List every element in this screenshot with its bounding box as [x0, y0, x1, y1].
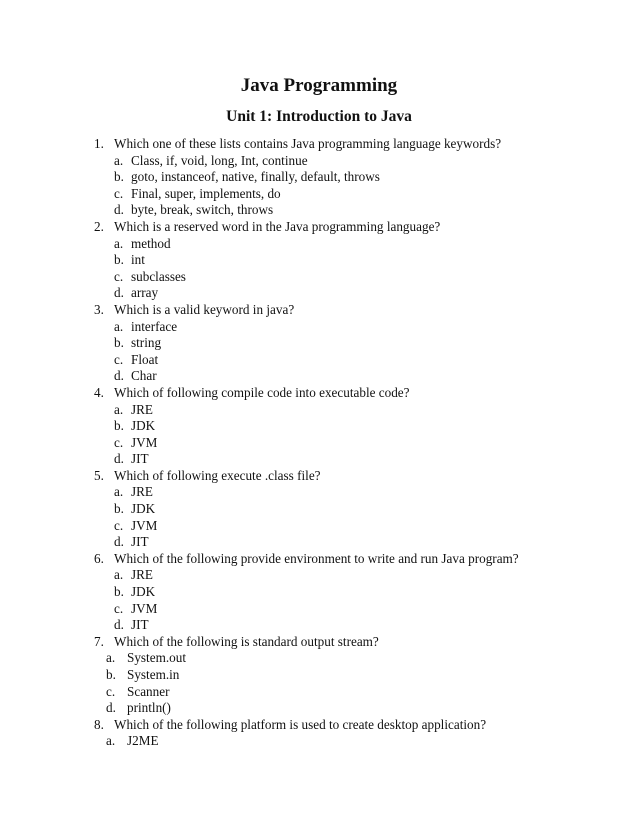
option-letter: c. [114, 268, 124, 284]
option-item [0, 700, 638, 717]
option-item [0, 518, 638, 535]
option-letter: c. [114, 600, 124, 616]
question-text: Which of the following provide environment to write and run Java program? [114, 550, 519, 566]
option-letter: c. [114, 517, 124, 533]
option-text: JDK [131, 501, 156, 517]
option-item [0, 617, 638, 634]
question-number: 1. [94, 136, 104, 151]
option-text: JIT [131, 534, 149, 550]
page-subtitle: Unit 1: Introduction to Java [226, 108, 412, 125]
option-item [0, 252, 638, 269]
option-item [0, 684, 638, 701]
option-letter: d. [114, 534, 124, 550]
question-number: 5. [94, 467, 104, 483]
option-text: interface [131, 318, 178, 334]
option-text: int [131, 252, 145, 268]
question-6 [0, 551, 638, 568]
option-letter: a. [114, 152, 124, 168]
option-item [0, 335, 638, 352]
question-text: Which of following execute .class file? [114, 467, 321, 483]
option-letter: b. [114, 501, 124, 517]
option-letter: a. [106, 733, 116, 749]
question-list [0, 136, 638, 750]
option-text: subclasses [131, 268, 186, 284]
option-item [0, 733, 638, 750]
question-number: 8. [94, 716, 104, 732]
option-letter: c. [114, 434, 124, 450]
option-text: goto, instanceof, native, finally, default, throws [131, 169, 380, 185]
question-2 [0, 219, 638, 236]
option-item [0, 169, 638, 186]
question-text: Which is a valid keyword in java? [114, 301, 295, 317]
question-number: 2. [94, 218, 104, 234]
option-text: J2ME [127, 733, 159, 749]
option-letter: c. [114, 351, 124, 367]
question-4 [0, 385, 638, 402]
question-text: Which of the following platform is used to create desktop application? [114, 716, 487, 732]
option-text: JDK [131, 584, 156, 600]
option-item [0, 285, 638, 302]
option-text: System.out [127, 650, 186, 666]
option-letter: d. [114, 202, 124, 218]
option-item [0, 153, 638, 170]
option-text: JDK [131, 418, 156, 434]
option-letter: d. [106, 700, 116, 716]
option-item [0, 501, 638, 518]
option-letter: b. [114, 584, 124, 600]
option-letter: a. [114, 484, 124, 500]
option-letter: b. [114, 169, 124, 185]
option-item [0, 186, 638, 203]
option-text: method [131, 235, 171, 251]
option-text: byte, break, switch, throws [131, 202, 274, 218]
option-text: JVM [131, 600, 158, 616]
question-text: Which of the following is standard output stream? [114, 633, 379, 649]
option-item [0, 319, 638, 336]
option-item [0, 650, 638, 667]
option-text: JIT [131, 617, 149, 633]
option-letter: a. [114, 567, 124, 583]
option-letter: d. [114, 617, 124, 633]
option-item [0, 584, 638, 601]
question-number: 3. [94, 301, 104, 317]
option-text: JRE [131, 401, 153, 417]
option-text: JVM [131, 517, 158, 533]
option-text: Final, super, implements, do [131, 185, 281, 201]
option-text: println() [127, 700, 171, 716]
option-text: JRE [131, 567, 153, 583]
option-item [0, 484, 638, 501]
option-item [0, 451, 638, 468]
option-letter: b. [114, 252, 124, 268]
option-letter: d. [114, 451, 124, 467]
option-letter: a. [114, 318, 124, 334]
question-5 [0, 468, 638, 485]
option-text: JIT [131, 451, 149, 467]
option-text: Class, if, void, long, Int, continue [131, 152, 308, 168]
question-text: Which one of these lists contains Java programming language keywords? [114, 136, 502, 151]
option-letter: b. [114, 418, 124, 434]
option-letter: c. [114, 185, 124, 201]
option-item [0, 402, 638, 419]
option-letter: d. [114, 368, 124, 384]
option-text: System.in [127, 667, 180, 682]
option-letter: d. [114, 285, 124, 301]
option-text: Float [131, 351, 159, 367]
question-number: 7. [94, 633, 104, 649]
option-item [0, 269, 638, 286]
option-item [0, 534, 638, 551]
page-title: Java Programming [240, 75, 398, 96]
option-item [0, 236, 638, 253]
question-number: 6. [94, 550, 104, 566]
option-item [0, 368, 638, 385]
question-text: Which of following compile code into executable code? [114, 384, 410, 400]
option-letter: a. [114, 401, 124, 417]
option-letter: b. [106, 667, 116, 682]
question-7 [0, 634, 638, 651]
option-item [0, 435, 638, 452]
question-1 [0, 136, 638, 153]
option-text: Scanner [127, 683, 170, 699]
question-8 [0, 717, 638, 734]
option-item [0, 352, 638, 369]
option-letter: b. [114, 335, 124, 351]
option-item [0, 418, 638, 435]
option-item [0, 667, 638, 684]
question-3 [0, 302, 638, 319]
option-item [0, 601, 638, 618]
option-letter: a. [106, 650, 116, 666]
option-letter: a. [114, 235, 124, 251]
option-text: Char [131, 368, 157, 384]
question-number: 4. [94, 384, 104, 400]
option-text: JRE [131, 484, 153, 500]
option-item [0, 567, 638, 584]
option-letter: c. [106, 683, 116, 699]
question-text: Which is a reserved word in the Java programming language? [114, 218, 441, 234]
option-text: JVM [131, 434, 158, 450]
option-text: array [131, 285, 159, 301]
option-text: string [131, 335, 162, 351]
option-item [0, 202, 638, 219]
